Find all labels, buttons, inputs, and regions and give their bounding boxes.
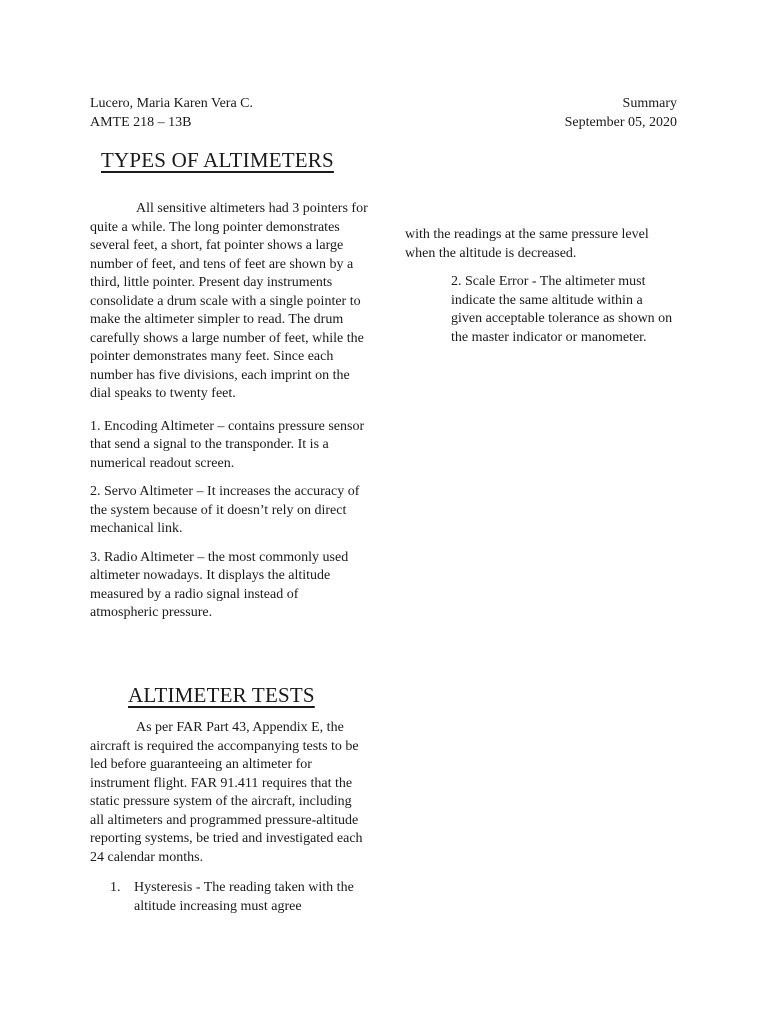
altimeter-type-item: 2. Servo Altimeter – It increases the accuracy of the system because of it doesn’t rely on direct mechanical link. [90,484,360,536]
doc-date: September 05, 2020 [564,115,677,130]
types-section-body [90,200,368,623]
tests-section-body [90,719,368,916]
test-item-hysteresis [90,879,368,916]
test-item-text: Hysteresis - The reading taken with the altitude increasing must agree [134,880,354,914]
author-name: Lucero, Maria Karen Vera C. [90,96,254,111]
course-code: AMTE 218 – 13B [90,115,192,130]
test-item-continued: with the readings at the same pressure level when the altitude is decreased. [405,227,649,261]
right-column [405,226,677,347]
doc-info-block [565,94,677,132]
test-item-number: 1. [110,880,121,895]
altimeter-type-item: 3. Radio Altimeter – the most commonly used altimeter nowadays. It displays the altitude measured by a radio signal instead of atmospheric pressure. [90,549,349,620]
types-intro-paragraph: All sensitive altimeters had 3 pointers for quite a while. The long pointer demonstrates several feet, a short, fat pointer shows a large number of feet, and tens of feet are shown by a third, little pointer. Present day instruments consolidate a drum scale with a single pointer to make the altimeter simpler to read. The drum carefully shows a large number of feet, while the pointer demonstrates many feet. Since each number has five divisions, each imprint on the dial speaks to twenty feet. [90,201,368,401]
section-title-tests: ALTIMETER TESTS [128,683,315,707]
altimeter-type-item: 1. Encoding Altimeter – contains pressure sensor that send a signal to the transponder. It is a numerical readout screen. [90,418,365,471]
doc-type: Summary [622,96,677,111]
tests-intro-paragraph: As per FAR Part 43, Appendix E, the aircraft is required the accompanying tests to be led before guaranteeing an altimeter for instrument flight. FAR 91.411 requires that the static pressure system of the aircraft, including all altimeters and programmed pressure-altitude reporting systems, be tried and investigated each 24 calendar months. [90,720,363,865]
test-item-scale-error: 2. Scale Error - The altimeter must indicate the same altitude within a given acceptable tolerance as shown on the master indicator or manometer. [451,274,673,345]
author-block [90,94,253,132]
section-title-types: TYPES OF ALTIMETERS [101,148,334,172]
